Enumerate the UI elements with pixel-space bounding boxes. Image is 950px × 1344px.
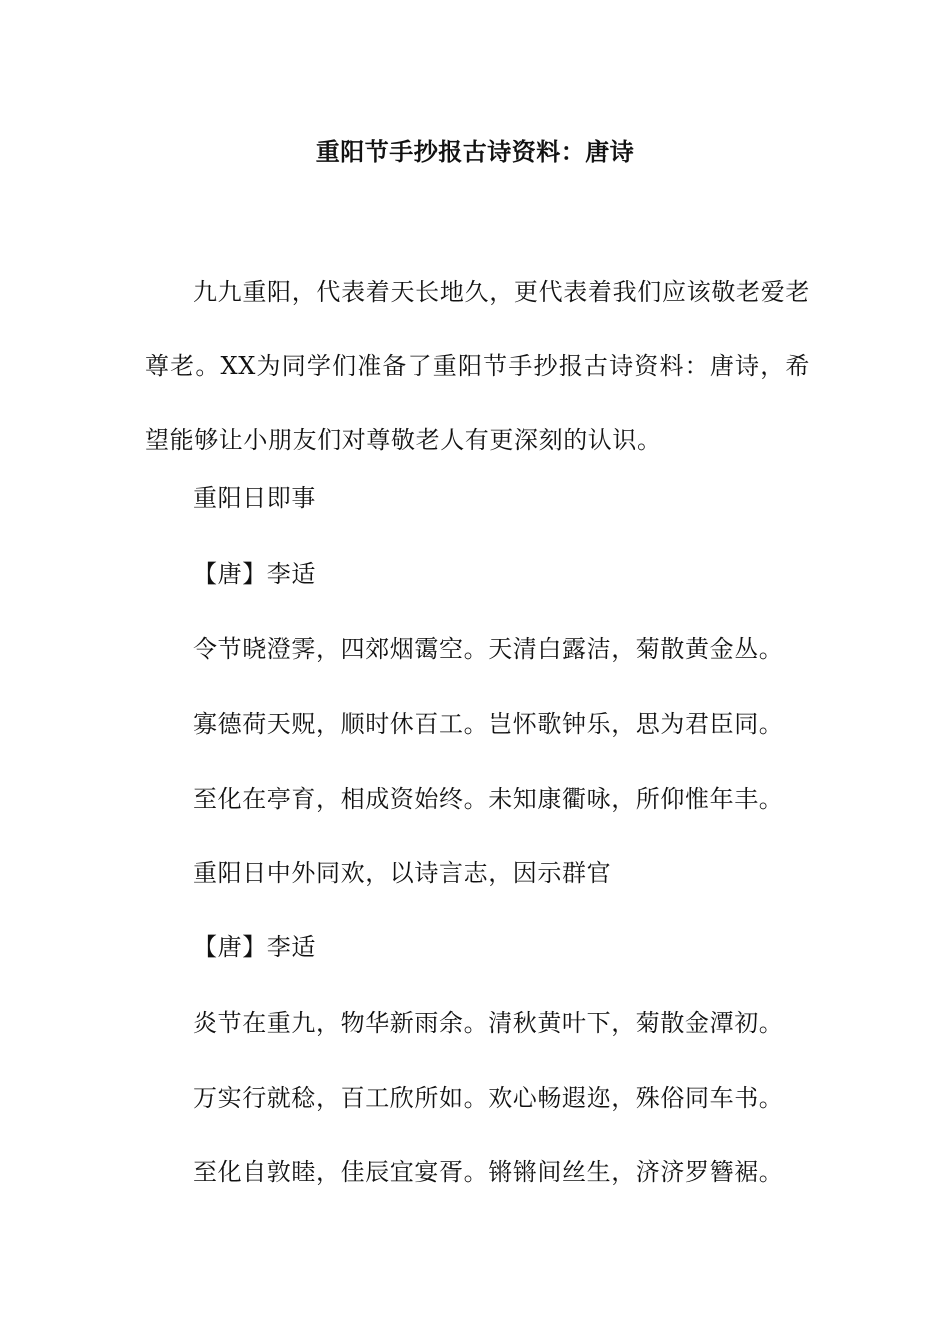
poem-2-line-3: 至化自敦睦，佳辰宜宴胥。锵锵间丝生，济济罗簪裾。 <box>193 1158 784 1186</box>
poem-1-title: 重阳日即事 <box>193 484 316 512</box>
poem-1-line-2: 寡德荷天贶，顺时休百工。岂怀歌钟乐，思为君臣同。 <box>193 710 784 738</box>
intro-paragraph: 九九重阳，代表着天长地久，更代表着我们应该敬老爱老尊老。XX为同学们准备了重阳节手抄报古诗资料：唐诗，希望能够让小朋友们对尊敬老人有更深刻的认识。 <box>145 278 810 454</box>
poem-1-line-1: 令节晓澄霁，四郊烟霭空。天清白露洁，菊散黄金丛。 <box>193 635 784 663</box>
poem-1-author: 【唐】李适 <box>193 560 316 588</box>
poem-2-line-1: 炎节在重九，物华新雨余。清秋黄叶下，菊散金潭初。 <box>193 1009 784 1037</box>
document-title: 重阳节手抄报古诗资料：唐诗 <box>315 137 635 166</box>
poem-2-author: 【唐】李适 <box>193 933 316 961</box>
poem-2-title: 重阳日中外同欢，以诗言志，因示群官 <box>193 859 612 887</box>
poem-2-line-2: 万实行就稔，百工欣所如。欢心畅遐迩，殊俗同车书。 <box>193 1084 784 1112</box>
poem-1-line-3: 至化在亭育，相成资始终。未知康衢咏，所仰惟年丰。 <box>193 785 784 813</box>
